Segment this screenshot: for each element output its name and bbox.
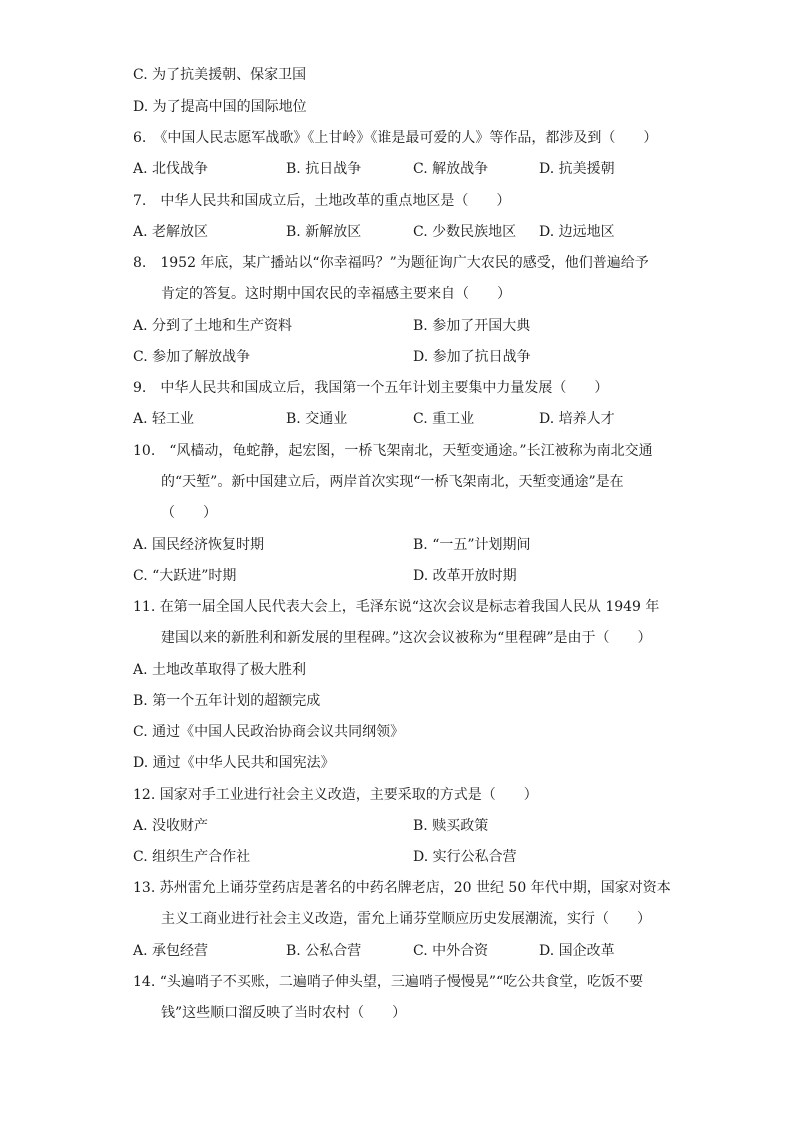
q13-stem-line1: 13. 苏州雷允上诵芬堂药店是著名的中药名牌老店，20 世纪 50 年代中期，国家对资本: [133, 880, 671, 896]
q10-stem-line3: （ ）: [161, 505, 217, 521]
q10-stem-line2: 的“天堑”。新中国建立后，两岸首次实现“一桥飞架南北，天堑变通途”是在: [161, 474, 624, 490]
q12-option-a: A. 没收财产: [133, 818, 209, 834]
q12-option-b: B. 赎买政策: [413, 818, 489, 834]
q7-option-b: B. 新解放区: [286, 224, 362, 240]
q13-option-b: B. 公私合营: [286, 943, 362, 959]
q8-option-a: A. 分到了土地和生产资料: [133, 318, 293, 334]
q11-option-d: D. 通过《中华人民共和国宪法》: [133, 755, 335, 771]
q11-option-a: A. 土地改革取得了极大胜利: [133, 662, 307, 678]
q10-stem-line1: 10. “风樯动，龟蛇静，起宏图，一桥飞架南北，天堑变通途。”长江被称为南北交通: [133, 443, 653, 459]
q12-stem: 12. 国家对手工业进行社会主义改造，主要采取的方式是（ ）: [133, 787, 538, 803]
q7-option-a: A. 老解放区: [133, 224, 209, 240]
q7-option-d: D. 边远地区: [539, 224, 615, 240]
q9-option-c: C. 重工业: [413, 411, 475, 427]
q11-stem-line2: 建国以来的新胜利和新发展的里程碑。”这次会议被称为“里程碑”是由于（ ）: [161, 630, 652, 646]
q6-option-c: C. 解放战争: [413, 161, 489, 177]
q14-stem-line2: 钱”这些顺口溜反映了当时农村（ ）: [161, 1005, 407, 1021]
q11-stem-line1: 11. 在第一届全国人民代表大会上，毛泽东说“这次会议是标志着我国人民从 1949 年: [133, 599, 660, 615]
q10-option-b: B. “一五”计划期间: [413, 537, 531, 553]
q9-option-d: D. 培养人才: [539, 411, 615, 427]
q6-stem: 6. 《中国人民志愿军战歌》《上甘岭》《谁是最可爱的人》等作品，都涉及到（ ）: [133, 130, 658, 146]
q10-option-c: C. “大跃进”时期: [133, 568, 237, 584]
q11-option-b: B. 第一个五年计划的超额完成: [133, 693, 321, 709]
q10-option-d: D. 改革开放时期: [413, 568, 517, 584]
q8-option-c: C. 参加了解放战争: [133, 349, 251, 365]
q10-option-a: A. 国民经济恢复时期: [133, 537, 265, 553]
q14-stem-line1: 14. “头遍哨子不买账，二遍哨子伸头望，三遍哨子慢慢晃”“吃公共食堂，吃饭不要: [133, 974, 644, 990]
q5-option-c: C. 为了抗美援朝、保家卫国: [133, 67, 307, 83]
q6-option-a: A. 北伐战争: [133, 161, 209, 177]
q11-option-c: C. 通过《中国人民政治协商会议共同纲领》: [133, 724, 405, 740]
q7-stem: 7. 中华人民共和国成立后，土地改革的重点地区是（ ）: [133, 193, 511, 209]
q13-option-c: C. 中外合资: [413, 943, 489, 959]
q8-stem-line2: 肯定的答复。这时期中国农民的幸福感主要来自（ ）: [161, 286, 511, 302]
q8-option-b: B. 参加了开国大典: [413, 318, 531, 334]
q8-option-d: D. 参加了抗日战争: [413, 349, 531, 365]
q9-option-a: A. 轻工业: [133, 411, 195, 427]
q5-option-d: D. 为了提高中国的国际地位: [133, 99, 307, 115]
q13-stem-line2: 主义工商业进行社会主义改造，雷允上诵芬堂顺应历史发展潮流，实行（ ）: [161, 911, 651, 927]
q9-option-b: B. 交通业: [286, 411, 348, 427]
q13-option-a: A. 承包经营: [133, 943, 209, 959]
q13-option-d: D. 国企改革: [539, 943, 615, 959]
q6-option-d: D. 抗美援朝: [539, 161, 615, 177]
q12-option-c: C. 组织生产合作社: [133, 849, 251, 865]
q8-stem-line1: 8. 1952 年底，某广播站以“你幸福吗？”为题征询广大农民的感受，他们普遍给予: [133, 255, 649, 271]
q12-option-d: D. 实行公私合营: [413, 849, 517, 865]
q7-option-c: C. 少数民族地区: [413, 224, 517, 240]
q9-stem: 9. 中华人民共和国成立后，我国第一个五年计划主要集中力量发展（ ）: [133, 380, 609, 396]
q6-option-b: B. 抗日战争: [286, 161, 362, 177]
